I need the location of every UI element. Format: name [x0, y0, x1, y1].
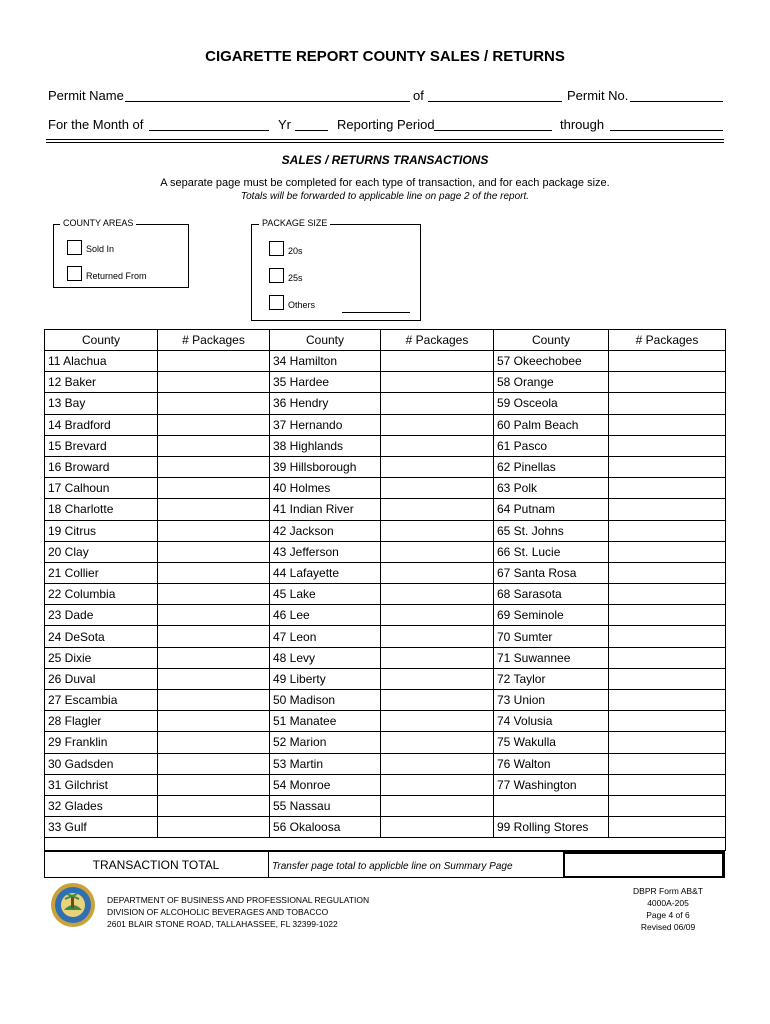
- spacer-cell: [45, 838, 726, 851]
- county-name-cell: 38 Highlands: [270, 435, 381, 456]
- section-title: SALES / RETURNS TRANSACTIONS: [281, 153, 489, 167]
- packages-input-cell[interactable]: [609, 732, 726, 753]
- returned-from-checkbox[interactable]: [67, 266, 82, 281]
- table-row: [45, 605, 726, 626]
- column-header-packages: # Packages: [609, 330, 726, 351]
- packages-input-cell[interactable]: [381, 584, 494, 605]
- packages-input-cell[interactable]: [381, 478, 494, 499]
- county-name-cell: 28 Flagler: [45, 711, 158, 732]
- table-row: [45, 520, 726, 541]
- others-size-field[interactable]: [342, 312, 410, 313]
- county-name-cell: 40 Holmes: [270, 478, 381, 499]
- packages-input-cell[interactable]: [381, 795, 494, 816]
- sold-in-checkbox[interactable]: [67, 240, 82, 255]
- county-name-cell: 21 Collier: [45, 562, 158, 583]
- county-table: [44, 329, 726, 851]
- county-areas-label: COUNTY AREAS: [60, 218, 136, 228]
- packages-input-cell[interactable]: [609, 456, 726, 477]
- packages-input-cell[interactable]: [609, 520, 726, 541]
- permit-no-label: Permit No.: [567, 88, 629, 103]
- street-address: 2601 BLAIR STONE ROAD, TALLAHASSEE, FL 32399-1022: [107, 919, 338, 929]
- reporting-period-start-field[interactable]: [434, 130, 552, 131]
- table-row: [45, 732, 726, 753]
- county-name-cell: 24 DeSota: [45, 626, 158, 647]
- page-number: Page 4 of 6: [646, 910, 690, 920]
- county-name-cell: 53 Martin: [270, 753, 381, 774]
- table-row: [45, 647, 726, 668]
- county-name-cell: 42 Jackson: [270, 520, 381, 541]
- county-name-cell: 58 Orange: [494, 372, 609, 393]
- county-name-cell: 51 Manatee: [270, 711, 381, 732]
- packages-input-cell[interactable]: [158, 435, 270, 456]
- packages-input-cell[interactable]: [381, 351, 494, 372]
- table-row: [45, 456, 726, 477]
- county-name-cell: 49 Liberty: [270, 668, 381, 689]
- packages-input-cell[interactable]: [381, 817, 494, 838]
- column-header-county: County: [494, 330, 609, 351]
- form-title: CIGARETTE REPORT COUNTY SALES / RETURNS: [205, 48, 565, 65]
- county-name-cell: 48 Levy: [270, 647, 381, 668]
- county-name-cell: 17 Calhoun: [45, 478, 158, 499]
- county-name-cell: 13 Bay: [45, 393, 158, 414]
- packages-input-cell[interactable]: [609, 605, 726, 626]
- county-name-cell: 63 Polk: [494, 478, 609, 499]
- package-size-label: PACKAGE SIZE: [259, 218, 330, 228]
- table-row: [45, 435, 726, 456]
- packages-input-cell[interactable]: [381, 562, 494, 583]
- county-name-cell: 22 Columbia: [45, 584, 158, 605]
- florida-seal-logo: [50, 882, 96, 928]
- packages-input-cell[interactable]: [158, 456, 270, 477]
- county-name-cell: 46 Lee: [270, 605, 381, 626]
- transaction-total-label: TRANSACTION TOTAL: [92, 858, 220, 872]
- transaction-total-field[interactable]: [563, 852, 724, 878]
- size-25s-checkbox[interactable]: [269, 268, 284, 283]
- month-field[interactable]: [149, 130, 269, 131]
- county-name-cell: 14 Bradford: [45, 414, 158, 435]
- packages-input-cell[interactable]: [609, 541, 726, 562]
- county-name-cell: 37 Hernando: [270, 414, 381, 435]
- returned-from-label: Returned From: [86, 271, 147, 281]
- packages-input-cell[interactable]: [609, 647, 726, 668]
- packages-input-cell[interactable]: [158, 520, 270, 541]
- of-field[interactable]: [428, 101, 562, 102]
- packages-input-cell[interactable]: [609, 372, 726, 393]
- county-name-cell: 72 Taylor: [494, 668, 609, 689]
- column-header-packages: # Packages: [158, 330, 270, 351]
- table-row: [45, 393, 726, 414]
- sold-in-label: Sold In: [86, 244, 115, 254]
- table-row: [45, 414, 726, 435]
- table-row: [45, 626, 726, 647]
- packages-input-cell[interactable]: [609, 774, 726, 795]
- packages-input-cell[interactable]: [158, 541, 270, 562]
- county-name-cell: 30 Gadsden: [45, 753, 158, 774]
- table-row: [45, 817, 726, 838]
- total-row-divider: [268, 851, 269, 878]
- county-name-cell: 54 Monroe: [270, 774, 381, 795]
- packages-input-cell[interactable]: [158, 795, 270, 816]
- packages-input-cell[interactable]: [381, 774, 494, 795]
- table-row: [45, 372, 726, 393]
- packages-input-cell[interactable]: [381, 520, 494, 541]
- table-row: [45, 690, 726, 711]
- year-field[interactable]: [295, 130, 328, 131]
- table-row: [45, 774, 726, 795]
- month-label: For the Month of: [48, 117, 144, 132]
- packages-input-cell[interactable]: [609, 584, 726, 605]
- column-header-county: County: [45, 330, 158, 351]
- county-name-cell: 19 Citrus: [45, 520, 158, 541]
- county-name-cell: 23 Dade: [45, 605, 158, 626]
- packages-input-cell[interactable]: [609, 817, 726, 838]
- packages-input-cell[interactable]: [158, 626, 270, 647]
- packages-input-cell[interactable]: [158, 414, 270, 435]
- packages-input-cell[interactable]: [609, 562, 726, 583]
- county-name-cell: 39 Hillsborough: [270, 456, 381, 477]
- packages-input-cell[interactable]: [158, 668, 270, 689]
- packages-input-cell[interactable]: [381, 711, 494, 732]
- packages-input-cell[interactable]: [609, 668, 726, 689]
- packages-input-cell[interactable]: [609, 690, 726, 711]
- packages-input-cell[interactable]: [609, 393, 726, 414]
- county-name-cell: 20 Clay: [45, 541, 158, 562]
- county-name-cell: 36 Hendry: [270, 393, 381, 414]
- packages-input-cell[interactable]: [158, 647, 270, 668]
- county-name-cell: 68 Sarasota: [494, 584, 609, 605]
- packages-input-cell[interactable]: [609, 414, 726, 435]
- table-row: [45, 795, 726, 816]
- instruction-note: A separate page must be completed for each type of transaction, and for each package size.: [160, 177, 610, 189]
- county-name-cell: 15 Brevard: [45, 435, 158, 456]
- county-name-cell: 74 Volusia: [494, 711, 609, 732]
- county-name-cell: 43 Jefferson: [270, 541, 381, 562]
- packages-input-cell[interactable]: [609, 753, 726, 774]
- packages-input-cell[interactable]: [158, 711, 270, 732]
- county-name-cell: 59 Osceola: [494, 393, 609, 414]
- packages-input-cell[interactable]: [158, 393, 270, 414]
- revision-date: Revised 06/09: [640, 922, 696, 932]
- county-name-cell: 67 Santa Rosa: [494, 562, 609, 583]
- through-label: through: [560, 117, 605, 132]
- packages-input-cell[interactable]: [609, 626, 726, 647]
- packages-input-cell[interactable]: [609, 351, 726, 372]
- packages-input-cell[interactable]: [381, 456, 494, 477]
- form-info: [606, 885, 730, 933]
- packages-input-cell[interactable]: [609, 478, 726, 499]
- county-name-cell: 64 Putnam: [494, 499, 609, 520]
- packages-input-cell[interactable]: [158, 774, 270, 795]
- county-name-cell: 33 Gulf: [45, 817, 158, 838]
- packages-input-cell[interactable]: [609, 435, 726, 456]
- county-name-cell: 61 Pasco: [494, 435, 609, 456]
- department-name: DEPARTMENT OF BUSINESS AND PROFESSIONAL REGULATION: [107, 895, 370, 905]
- county-name-cell: 29 Franklin: [45, 732, 158, 753]
- header-divider: [46, 139, 724, 143]
- packages-input-cell[interactable]: [158, 562, 270, 583]
- totals-note: Totals will be forwarded to applicable line on page 2 of the report.: [240, 191, 530, 202]
- size-20s-checkbox[interactable]: [269, 241, 284, 256]
- packages-input-cell[interactable]: [158, 372, 270, 393]
- packages-input-cell[interactable]: [381, 499, 494, 520]
- county-name-cell: 66 St. Lucie: [494, 541, 609, 562]
- county-name-cell: 18 Charlotte: [45, 499, 158, 520]
- packages-input-cell[interactable]: [158, 732, 270, 753]
- county-name-cell: 27 Escambia: [45, 690, 158, 711]
- packages-input-cell[interactable]: [158, 817, 270, 838]
- table-row: [45, 711, 726, 732]
- county-name-cell: 77 Washington: [494, 774, 609, 795]
- packages-input-cell[interactable]: [381, 647, 494, 668]
- year-label: Yr: [278, 117, 291, 132]
- packages-input-cell[interactable]: [381, 668, 494, 689]
- county-name-cell: 47 Leon: [270, 626, 381, 647]
- county-name-cell: [494, 795, 609, 816]
- table-row: [45, 499, 726, 520]
- table-row: [45, 478, 726, 499]
- packages-input-cell[interactable]: [381, 605, 494, 626]
- county-name-cell: 71 Suwannee: [494, 647, 609, 668]
- packages-input-cell[interactable]: [158, 605, 270, 626]
- table-row: [45, 562, 726, 583]
- size-others-checkbox[interactable]: [269, 295, 284, 310]
- permit-name-field[interactable]: [125, 101, 410, 102]
- county-name-cell: 56 Okaloosa: [270, 817, 381, 838]
- county-name-cell: 12 Baker: [45, 372, 158, 393]
- county-name-cell: 32 Glades: [45, 795, 158, 816]
- county-name-cell: 60 Palm Beach: [494, 414, 609, 435]
- county-name-cell: 45 Lake: [270, 584, 381, 605]
- county-name-cell: 76 Walton: [494, 753, 609, 774]
- size-others-label: Others: [288, 300, 316, 310]
- permit-name-label: Permit Name: [48, 88, 124, 103]
- county-name-cell: 26 Duval: [45, 668, 158, 689]
- table-row: [45, 351, 726, 372]
- department-address: [107, 894, 369, 930]
- county-name-cell: 55 Nassau: [270, 795, 381, 816]
- table-row: [45, 541, 726, 562]
- packages-input-cell[interactable]: [609, 711, 726, 732]
- county-name-cell: 65 St. Johns: [494, 520, 609, 541]
- division-name: DIVISION OF ALCOHOLIC BEVERAGES AND TOBACCO: [107, 907, 329, 917]
- packages-input-cell[interactable]: [609, 499, 726, 520]
- county-name-cell: 70 Sumter: [494, 626, 609, 647]
- county-name-cell: 35 Hardee: [270, 372, 381, 393]
- column-header-packages: # Packages: [381, 330, 494, 351]
- of-label: of: [413, 88, 424, 103]
- county-name-cell: 44 Lafayette: [270, 562, 381, 583]
- column-header-county: County: [270, 330, 381, 351]
- packages-input-cell[interactable]: [381, 690, 494, 711]
- county-name-cell: 57 Okeechobee: [494, 351, 609, 372]
- packages-input-cell[interactable]: [158, 478, 270, 499]
- county-name-cell: 69 Seminole: [494, 605, 609, 626]
- form-name: DBPR Form AB&T: [633, 886, 703, 896]
- table-row: [45, 668, 726, 689]
- packages-input-cell[interactable]: [381, 732, 494, 753]
- packages-input-cell[interactable]: [609, 795, 726, 816]
- county-name-cell: 25 Dixie: [45, 647, 158, 668]
- packages-input-cell[interactable]: [158, 351, 270, 372]
- packages-input-cell[interactable]: [381, 393, 494, 414]
- county-name-cell: 41 Indian River: [270, 499, 381, 520]
- packages-input-cell[interactable]: [381, 753, 494, 774]
- county-name-cell: 11 Alachua: [45, 351, 158, 372]
- table-row: [45, 584, 726, 605]
- packages-input-cell[interactable]: [381, 414, 494, 435]
- reporting-period-label: Reporting Period: [337, 117, 435, 132]
- permit-no-field[interactable]: [630, 101, 723, 102]
- reporting-period-end-field[interactable]: [610, 130, 723, 131]
- table-row: [45, 753, 726, 774]
- county-name-cell: 99 Rolling Stores: [494, 817, 609, 838]
- county-name-cell: 62 Pinellas: [494, 456, 609, 477]
- packages-input-cell[interactable]: [158, 499, 270, 520]
- packages-input-cell[interactable]: [381, 435, 494, 456]
- packages-input-cell[interactable]: [158, 753, 270, 774]
- size-25s-label: 25s: [288, 273, 303, 283]
- county-name-cell: 50 Madison: [270, 690, 381, 711]
- county-name-cell: 75 Wakulla: [494, 732, 609, 753]
- size-20s-label: 20s: [288, 246, 303, 256]
- packages-input-cell[interactable]: [381, 541, 494, 562]
- county-name-cell: 31 Gilchrist: [45, 774, 158, 795]
- packages-input-cell[interactable]: [158, 584, 270, 605]
- county-name-cell: 16 Broward: [45, 456, 158, 477]
- packages-input-cell[interactable]: [381, 626, 494, 647]
- packages-input-cell[interactable]: [158, 690, 270, 711]
- county-name-cell: 73 Union: [494, 690, 609, 711]
- table-spacer-row: [45, 838, 726, 851]
- transfer-note: Transfer page total to applicble line on Summary Page: [272, 861, 513, 872]
- county-name-cell: 34 Hamilton: [270, 351, 381, 372]
- county-name-cell: 52 Marion: [270, 732, 381, 753]
- packages-input-cell[interactable]: [381, 372, 494, 393]
- form-number: 4000A-205: [647, 898, 689, 908]
